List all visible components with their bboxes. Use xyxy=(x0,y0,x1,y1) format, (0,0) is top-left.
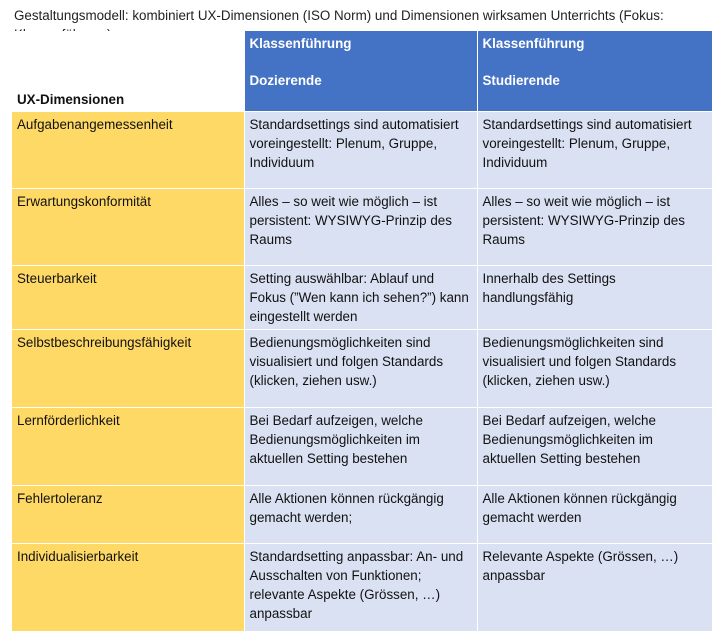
studierende-cell: Bei Bedarf aufzeigen, welche Bedienungsmöglichkeiten im aktuellen Setting bestehen xyxy=(477,407,712,485)
header-klassenfuehrung-studierende xyxy=(477,31,712,111)
header-col2-line1: Klassenführung xyxy=(249,36,352,51)
header-col3-line2: Studierende xyxy=(482,73,560,88)
table-row xyxy=(12,407,712,485)
table-row xyxy=(12,188,712,265)
table-caption: Gestaltungsmodell: kombiniert UX-Dimensionen (ISO Norm) und Dimensionen wirksamen Unterrichts (Fokus: xyxy=(14,8,664,23)
header-ux-dimensionen: UX-Dimensionen xyxy=(12,31,244,111)
studierende-cell: Standardsettings sind automatisiert voreingestellt: Plenum, Gruppe, Individuum xyxy=(477,111,712,188)
dozierende-cell: Standardsettings sind automatisiert voreingestellt: Plenum, Gruppe, Individuum xyxy=(244,111,477,188)
studierende-cell: Bedienungsmöglichkeiten sind visualisiert und folgen Standards (klicken, ziehen usw.) xyxy=(477,329,712,407)
ux-dimensions-table xyxy=(12,31,712,631)
table-row xyxy=(12,329,712,407)
dimension-cell: Steuerbarkeit xyxy=(12,265,244,329)
table-header-row xyxy=(12,31,712,111)
studierende-cell: Alles – so weit wie möglich – ist persistent: WYSIWYG-Prinzip des Raums xyxy=(477,188,712,265)
dimension-cell: Individualisierbarkeit xyxy=(12,543,244,631)
dozierende-cell: Bedienungsmöglichkeiten sind visualisiert und folgen Standards (klicken, ziehen usw.) xyxy=(244,329,477,407)
header-col3-line1: Klassenführung xyxy=(482,36,585,51)
dozierende-cell: Alles – so weit wie möglich – ist persistent: WYSIWYG-Prinzip des Raums xyxy=(244,188,477,265)
dimension-cell: Erwartungskonformität xyxy=(12,188,244,265)
header-klassenfuehrung-dozierende xyxy=(244,31,477,111)
dozierende-cell: Setting auswählbar: Ablauf und Fokus (”Wen kann ich sehen?”) kann eingestellt werden xyxy=(244,265,477,329)
table-row xyxy=(12,543,712,631)
table-row xyxy=(12,111,712,188)
dimension-cell: Aufgabenangemessenheit xyxy=(12,111,244,188)
dozierende-cell: Standardsetting anpassbar: An- und Ausschalten von Funktionen; relevante Aspekte (Grössen, …) anpassbar xyxy=(244,543,477,631)
header-col2-line2: Dozierende xyxy=(249,73,322,88)
dimension-cell: Lernförderlichkeit xyxy=(12,407,244,485)
studierende-cell: Relevante Aspekte (Grössen, …) anpassbar xyxy=(477,543,712,631)
dozierende-cell: Alle Aktionen können rückgängig gemacht werden; xyxy=(244,485,477,543)
studierende-cell: Alle Aktionen können rückgängig gemacht werden xyxy=(477,485,712,543)
dimension-cell: Selbstbeschreibungsfähigkeit xyxy=(12,329,244,407)
dimension-cell: Fehlertoleranz xyxy=(12,485,244,543)
table-row xyxy=(12,485,712,543)
table-row xyxy=(12,265,712,329)
studierende-cell: Innerhalb des Settings handlungsfähig xyxy=(477,265,712,329)
dozierende-cell: Bei Bedarf aufzeigen, welche Bedienungsmöglichkeiten im aktuellen Setting bestehen xyxy=(244,407,477,485)
